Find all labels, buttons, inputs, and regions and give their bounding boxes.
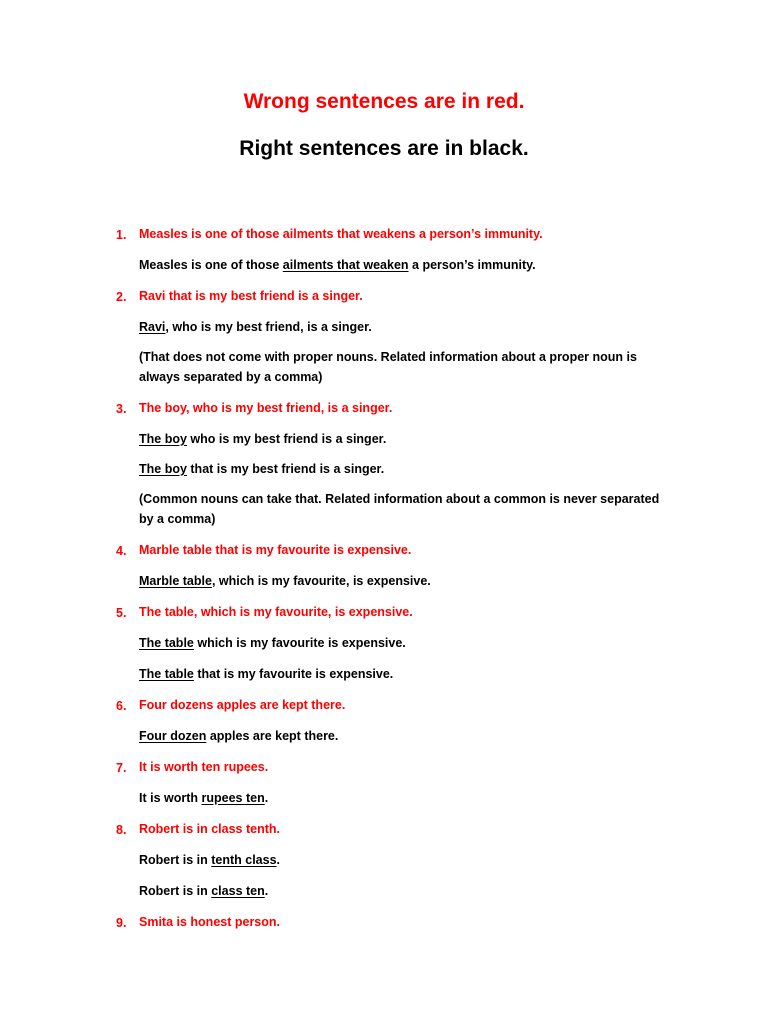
item-number: 7. (116, 761, 127, 775)
underlined-correction: class ten (211, 884, 265, 898)
correct-sentence: Four dozen apples are kept there. (139, 729, 339, 743)
underlined-correction: The table (139, 636, 194, 650)
wrong-sentence: Robert is in class tenth. (139, 822, 281, 836)
wrong-sentence: It is worth ten rupees. (139, 760, 269, 774)
wrong-sentence: Marble table that is my favourite is expensive. (139, 543, 412, 557)
correct-sentence: It is worth rupees ten. (139, 791, 269, 805)
correct-sentence: The boy that is my best friend is a singer. (139, 462, 385, 476)
underlined-correction: Ravi (139, 320, 166, 334)
underlined-correction: The boy (139, 432, 187, 446)
wrong-sentence: The table, which is my favourite, is expensive. (139, 605, 413, 619)
correct-sentence: Ravi, who is my best friend, is a singer. (139, 320, 372, 334)
wrong-sentence: Measles is one of those ailments that weakens a person’s immunity. (139, 227, 543, 241)
wrong-sentence: Smita is honest person. (139, 915, 281, 929)
correct-sentence: The table which is my favourite is expensive. (139, 636, 406, 650)
title-wrong-sentences: Wrong sentences are in red. (243, 90, 525, 113)
wrong-sentence: The boy, who is my best friend, is a singer. (139, 401, 393, 415)
correct-sentence: Robert is in tenth class. (139, 853, 281, 867)
wrong-sentence: Four dozens apples are kept there. (139, 698, 346, 712)
correct-sentence: The boy who is my best friend is a singer. (139, 432, 387, 446)
underlined-correction: ailments that weaken (282, 258, 409, 272)
explanation-note: (That does not come with proper nouns. Related information about a proper noun is always separated by a comma) (139, 350, 637, 384)
item-number: 6. (116, 699, 127, 713)
underlined-correction: Marble table (139, 574, 212, 588)
item-number: 9. (116, 916, 127, 930)
title-right-sentences: Right sentences are in black. (239, 137, 529, 160)
underlined-correction: The table (139, 667, 194, 681)
item-number: 1. (116, 228, 127, 242)
item-number: 4. (116, 544, 127, 558)
underlined-correction: rupees ten (201, 791, 265, 805)
wrong-sentence: Ravi that is my best friend is a singer. (139, 289, 363, 303)
correct-sentence: Measles is one of those ailments that weaken a person’s immunity. (139, 258, 536, 272)
correct-sentence: Marble table, which is my favourite, is expensive. (139, 574, 431, 588)
item-number: 2. (116, 290, 127, 304)
correct-sentence: Robert is in class ten. (139, 884, 269, 898)
item-number: 5. (116, 606, 127, 620)
correct-sentence: The table that is my favourite is expensive. (139, 667, 394, 681)
underlined-correction: Four dozen (139, 729, 207, 743)
explanation-note: (Common nouns can take that. Related information about a common is never separated by a comma) (139, 492, 660, 526)
item-number: 8. (116, 823, 127, 837)
item-number: 3. (116, 402, 127, 416)
underlined-correction: The boy (139, 462, 187, 476)
underlined-correction: tenth class (211, 853, 277, 867)
